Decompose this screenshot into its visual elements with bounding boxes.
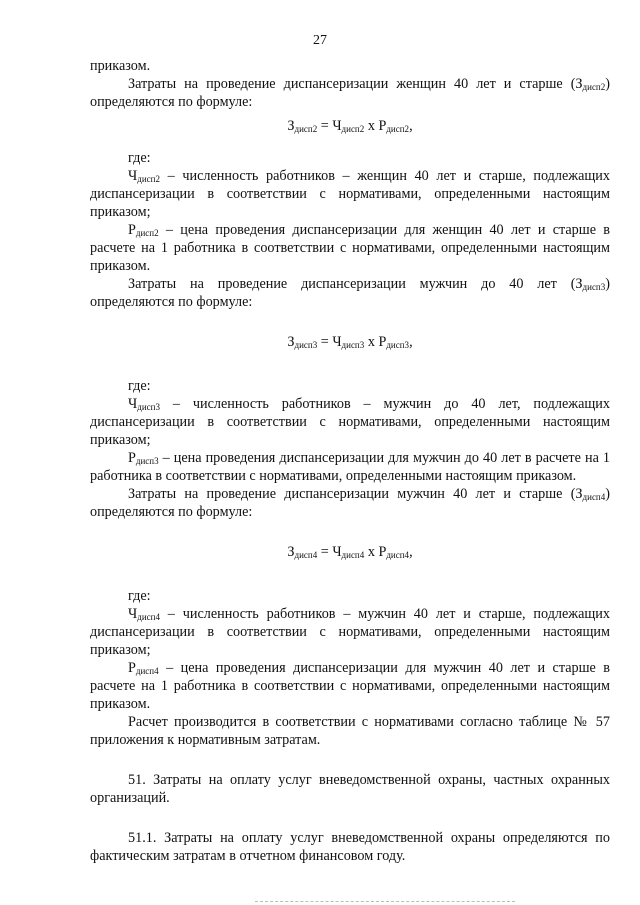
definition: $Р_{дисп3}$ – цена проведения диспансеризации для мужчин до 40 лет в расчете на 1 работника в соответствии с нормативами, определенными настоящим приказом. <box>90 450 610 484</box>
section-heading: 51. Затраты на оплату услуг вневедомственной охраны, частных охранных организаций. <box>90 772 610 806</box>
paragraph: Расчет производится в соответствии с нормативами согласно таблице № 57 приложения к нормативным затратам. <box>90 714 610 748</box>
formula: $З_{дисп2} = Ч_{дисп2}$ х $Р_{дисп2}$, <box>287 118 413 134</box>
paragraph: где: <box>128 150 151 166</box>
paragraph: приказом. <box>90 58 151 74</box>
paragraph: где: <box>128 588 151 604</box>
paragraph: Затраты на проведение диспансеризации мужчин 40 лет и старше $(З_{дисп4})$ определяются по формуле: <box>90 486 610 520</box>
definition: $Ч_{дисп2}$ – численность работников – женщин 40 лет и старше, подлежащих диспансеризации в соответствии с нормативами, определенными настоящим приказом; <box>90 168 610 220</box>
document-body <box>90 57 610 865</box>
definition: $Р_{дисп4}$ – цена проведения диспансеризации для мужчин 40 лет и старше в расчете на 1 работника в соответствии с нормативами, определенными настоящим приказом. <box>90 660 610 712</box>
paragraph: где: <box>128 378 151 394</box>
subsection-paragraph: 51.1. Затраты на оплату услуг вневедомственной охраны определяются по фактическим затратам в отчетном финансовом году. <box>90 830 610 864</box>
definition: $Р_{дисп2}$ – цена проведения диспансеризации для женщин 40 лет и старше в расчете на 1 работника в соответствии с нормативами, определенными настоящим приказом. <box>90 222 610 274</box>
definition: $Ч_{дисп3}$ – численность работников – мужчин до 40 лет, подлежащих диспансеризации в соответствии с нормативами, определенными настоящим приказом; <box>90 396 610 448</box>
paragraph: Затраты на проведение диспансеризации женщин 40 лет и старше $(З_{дисп2})$ определяются по формуле: <box>90 76 610 110</box>
formula: $З_{дисп4} = Ч_{дисп4}$ х $Р_{дисп4}$, <box>287 544 413 560</box>
footer-rule <box>255 901 515 902</box>
page-number: 27 <box>313 33 327 48</box>
formula: $З_{дисп3} = Ч_{дисп3}$ х $Р_{дисп3}$, <box>287 334 413 350</box>
definition: $Ч_{дисп4}$ – численность работников – мужчин 40 лет и старше, подлежащих диспансеризации в соответствии с нормативами, определенными настоящим приказом; <box>90 606 610 658</box>
paragraph: Затраты на проведение диспансеризации мужчин до 40 лет $(З_{дисп3})$ определяются по формуле: <box>90 276 610 310</box>
